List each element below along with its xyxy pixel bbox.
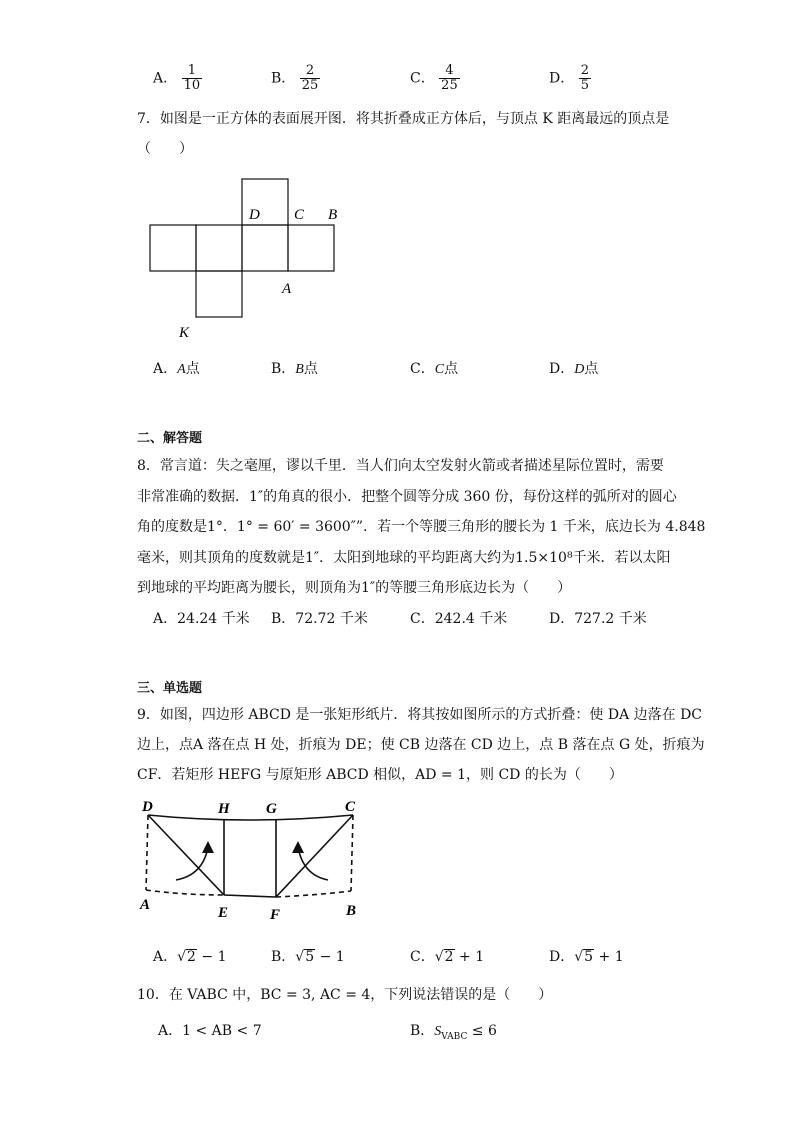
label-e: E	[218, 905, 229, 921]
label-a: A	[140, 897, 151, 913]
option-var: A	[177, 362, 186, 377]
q9-option-c[interactable]	[410, 946, 484, 966]
label-a: A	[282, 281, 292, 297]
option-text: 点	[444, 361, 459, 377]
q7-option-d[interactable]	[549, 358, 598, 378]
q7-stem: 7．如图是一正方体的表面展开图．将其折叠成正方体后，与顶点 K 距离最远的顶点是	[137, 111, 670, 127]
q9-line: 边上，点A 落在点 H 处，折痕为 DE；使 CB 边落在 CD 边上，点 B 落在点 G 处，折痕为	[137, 737, 705, 753]
q10-stem: 10．在 VABC 中，BC = 3, AC = 4，下列说法错误的是（ ）	[137, 987, 553, 1003]
option-label: A．	[158, 1023, 183, 1039]
label-f: F	[270, 907, 281, 923]
option-text: S	[434, 1024, 442, 1039]
q8-line: 到地球的平均距离为腰长，则顶角为1″的等腰三角形底边长为（ ）	[137, 580, 572, 596]
fraction	[579, 64, 591, 93]
label-b: B	[328, 207, 338, 223]
label-h: H	[218, 801, 230, 817]
q8-option-d[interactable]	[549, 608, 647, 628]
q10-option-b[interactable]	[410, 1020, 497, 1042]
q7-option-c[interactable]	[410, 358, 458, 378]
q9-line: CF．若矩形 HEFG 与原矩形 ABCD 相似，AD = 1，则 CD 的长为（ ）	[137, 767, 623, 783]
edge-da-dashed	[146, 815, 148, 890]
option-label: C．	[410, 361, 435, 377]
q6-option-c[interactable]	[410, 64, 460, 93]
q9-line: 9．如图，四边形 ABCD 是一张矩形纸片．将其按如图所示的方式折叠：使 DA 边落在 DC	[137, 707, 703, 723]
fraction	[439, 64, 460, 93]
arrow-head-left-icon	[202, 841, 214, 853]
edge-dc	[148, 815, 353, 820]
q6-option-b[interactable]	[271, 64, 320, 93]
q8-line: 角的度数是1°．1° = 60′ = 3600″”．若一个等腰三角形的腰长为 1 千米，底边长为 4.848	[137, 519, 706, 535]
q7-option-a[interactable]	[153, 358, 200, 378]
option-text: 1 < AB < 7	[182, 1023, 262, 1039]
option-rest: + 1	[459, 949, 485, 965]
net-square	[196, 225, 242, 271]
denominator: 25	[441, 78, 458, 93]
crease-cf	[276, 815, 353, 897]
q8-option-c[interactable]	[410, 608, 507, 628]
radicand: 5	[584, 949, 594, 965]
option-label: A．	[153, 361, 178, 377]
label-d: D	[142, 799, 153, 815]
crease-de	[148, 815, 224, 895]
option-var: C	[434, 362, 445, 377]
q8-line: 非常准确的数据．1″的角真的很小．把整个圆等分成 360 份，每份这样的弧所对的圆心	[137, 489, 677, 505]
option-rest: + 1	[598, 949, 624, 965]
edge-ae-dashed	[146, 890, 224, 895]
option-var: D	[574, 362, 585, 377]
q7-option-b[interactable]	[271, 358, 318, 378]
option-label: A．	[153, 611, 178, 627]
denominator: 25	[301, 78, 319, 93]
q8-option-b[interactable]	[271, 608, 368, 628]
net-square	[196, 271, 242, 317]
label-c: C	[345, 799, 356, 815]
option-label: B．	[271, 611, 296, 627]
option-text: 点	[303, 361, 318, 377]
label-g: G	[266, 801, 277, 817]
q6-option-a[interactable]	[153, 64, 202, 93]
option-label: B．	[271, 949, 296, 965]
option-text: 242.4 千米	[434, 611, 508, 627]
option-text: 点	[584, 361, 599, 377]
label-b: B	[346, 903, 357, 919]
net-square	[288, 225, 334, 271]
q8-option-a[interactable]	[153, 608, 250, 628]
label-d: D	[249, 207, 260, 223]
fraction	[182, 64, 203, 93]
option-label: C．	[410, 70, 435, 87]
numerator: 1	[182, 64, 203, 79]
q8-line: 毫米，则其顶角的度数就是1″．太阳到地球的平均距离大约为1.5×10⁸千米．若以太阳	[137, 550, 671, 566]
option-label: C．	[410, 611, 435, 627]
radicand: 2	[187, 949, 196, 965]
option-rest: − 1	[319, 949, 345, 965]
net-square	[242, 225, 288, 271]
option-subscript: VABC	[441, 1031, 468, 1042]
q10-option-a[interactable]	[158, 1020, 262, 1040]
q7-paren: （ ）	[137, 141, 193, 157]
q9-option-d[interactable]	[549, 946, 624, 966]
option-text: 727.2 千米	[574, 611, 647, 627]
edge-fb-dashed	[276, 891, 351, 897]
option-label: D．	[549, 70, 575, 87]
arrow-head-right-icon	[292, 841, 304, 853]
cube-net-figure	[140, 170, 360, 350]
q9-option-b[interactable]	[271, 946, 345, 966]
section-heading-single-choice: 三、单选题	[137, 681, 203, 696]
option-label: B．	[410, 1023, 435, 1039]
option-label: D．	[549, 611, 575, 627]
option-var: B	[295, 362, 304, 377]
fraction	[300, 64, 321, 93]
option-rest: ≤ 6	[467, 1023, 497, 1039]
radicand: 5	[305, 949, 315, 965]
numerator: 4	[439, 64, 460, 79]
option-text: 点	[185, 361, 200, 377]
option-label: A．	[153, 70, 178, 87]
edge-ef	[224, 895, 276, 897]
option-label: B．	[271, 70, 296, 87]
option-label: A．	[153, 949, 178, 965]
sqrt-icon: √	[434, 949, 444, 965]
option-text: 24.24 千米	[177, 611, 250, 627]
option-text: 72.72 千米	[295, 611, 368, 627]
numerator: 2	[300, 64, 321, 79]
sqrt-icon: √	[295, 949, 305, 965]
q9-option-a[interactable]	[153, 946, 227, 966]
label-k: K	[179, 325, 190, 341]
net-square	[150, 225, 196, 271]
denominator: 10	[183, 78, 201, 93]
section-heading-answer: 二、解答题	[137, 431, 203, 446]
option-label: D．	[549, 361, 575, 377]
fold-figure	[138, 795, 368, 927]
radicand: 2	[444, 949, 454, 965]
numerator: 2	[580, 63, 589, 78]
option-label: D．	[549, 949, 575, 965]
q6-option-d[interactable]	[549, 64, 591, 93]
option-label: C．	[410, 949, 435, 965]
label-c: C	[294, 207, 305, 223]
sqrt-icon: √	[574, 949, 584, 965]
option-label: B．	[271, 361, 296, 377]
edge-cb-dashed	[351, 815, 353, 891]
q8-line: 8．常言道：失之毫厘，谬以千里．当人们向太空发射火箭或者描述星际位置时，需要	[137, 458, 664, 474]
option-rest: − 1	[201, 949, 227, 965]
sqrt-icon: √	[177, 949, 187, 965]
denominator: 5	[580, 78, 589, 93]
